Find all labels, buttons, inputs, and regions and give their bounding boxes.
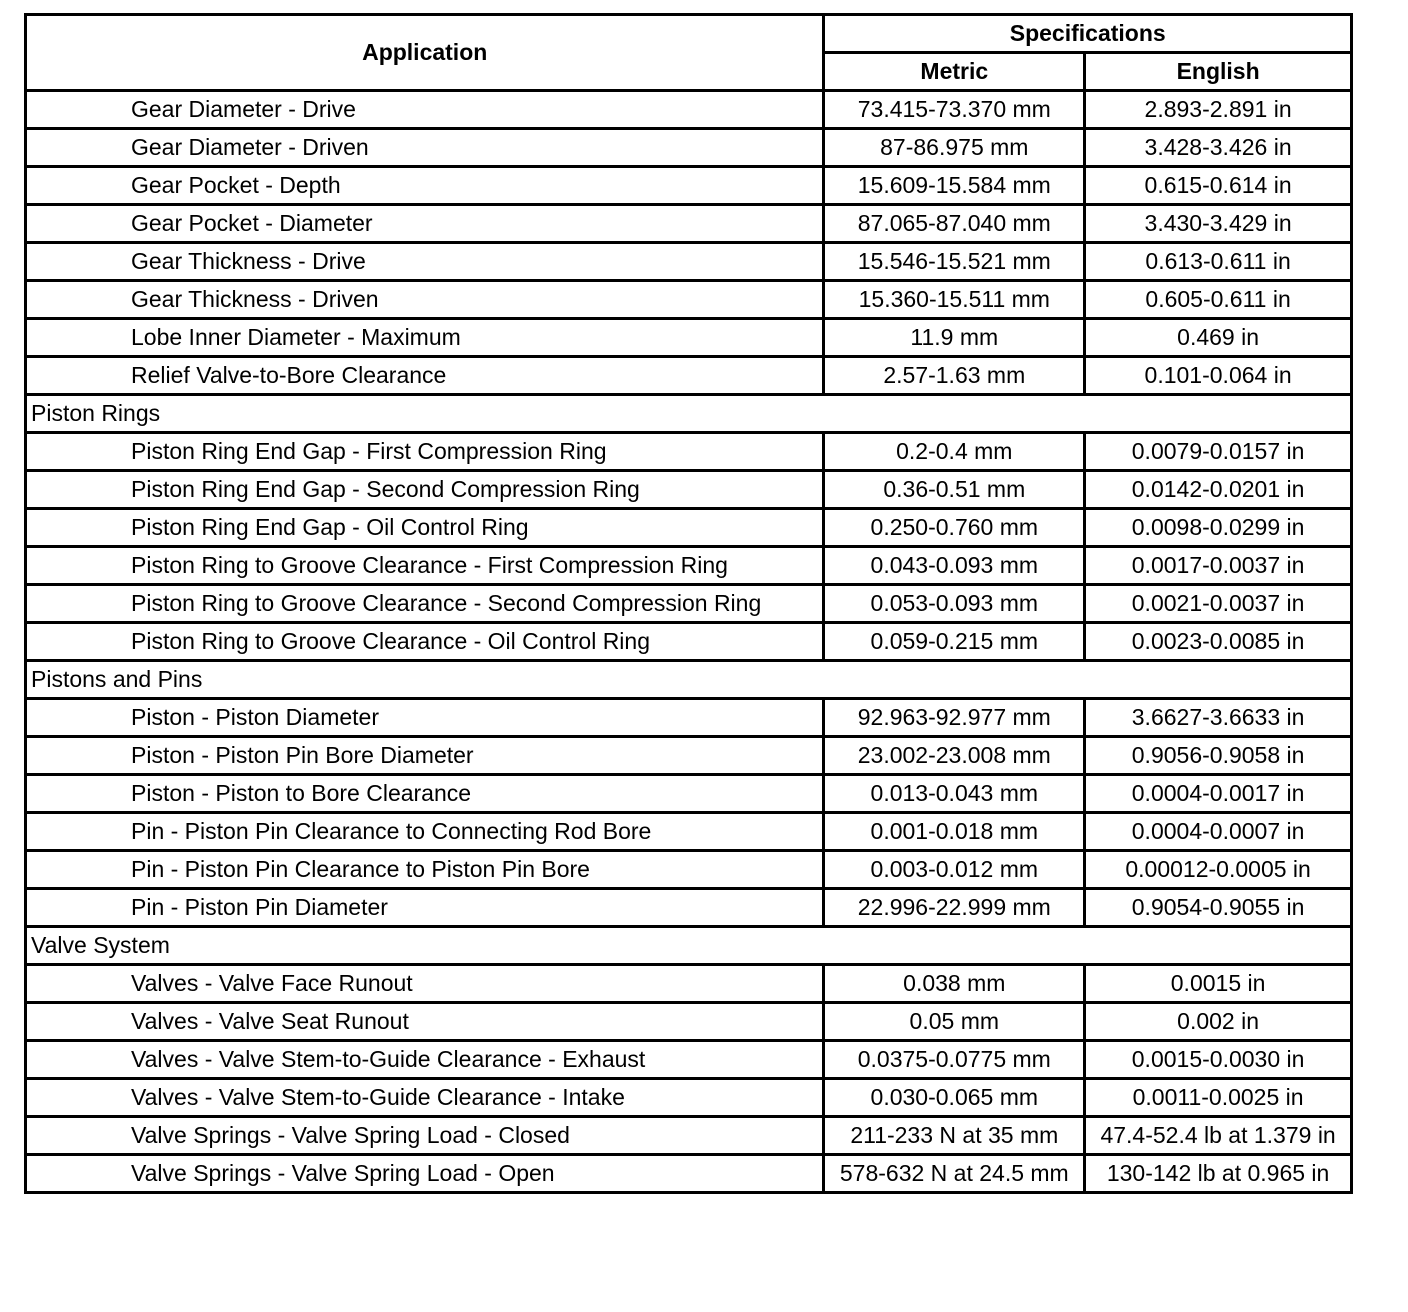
- application-cell: Piston Ring to Groove Clearance - Oil Control Ring: [26, 623, 824, 661]
- section-heading: Pistons and Pins: [26, 661, 1352, 699]
- metric-cell: 0.030-0.065 mm: [824, 1079, 1085, 1117]
- english-cell: 0.0023-0.0085 in: [1085, 623, 1352, 661]
- application-cell: Piston Ring End Gap - Oil Control Ring: [26, 509, 824, 547]
- application-cell: Gear Pocket - Diameter: [26, 205, 824, 243]
- application-cell: Piston - Piston to Bore Clearance: [26, 775, 824, 813]
- english-cell: 0.9056-0.9058 in: [1085, 737, 1352, 775]
- metric-cell: 0.038 mm: [824, 965, 1085, 1003]
- metric-cell: 0.059-0.215 mm: [824, 623, 1085, 661]
- metric-cell: 15.546-15.521 mm: [824, 243, 1085, 281]
- metric-cell: 0.05 mm: [824, 1003, 1085, 1041]
- application-cell: Pin - Piston Pin Clearance to Connecting Rod Bore: [26, 813, 824, 851]
- table-row: [26, 965, 1352, 1003]
- table-row: [26, 889, 1352, 927]
- metric-cell: 2.57-1.63 mm: [824, 357, 1085, 395]
- table-row: [26, 623, 1352, 661]
- english-cell: 130-142 lb at 0.965 in: [1085, 1155, 1352, 1193]
- table-row: [26, 1003, 1352, 1041]
- metric-cell: 0.250-0.760 mm: [824, 509, 1085, 547]
- metric-cell: 0.053-0.093 mm: [824, 585, 1085, 623]
- table-header: [26, 15, 1352, 91]
- table-row: [26, 129, 1352, 167]
- metric-cell: 0.2-0.4 mm: [824, 433, 1085, 471]
- table-row: [26, 471, 1352, 509]
- table-row: [26, 547, 1352, 585]
- section-row: [26, 395, 1352, 433]
- application-cell: Gear Thickness - Drive: [26, 243, 824, 281]
- english-cell: 0.469 in: [1085, 319, 1352, 357]
- english-cell: 0.0079-0.0157 in: [1085, 433, 1352, 471]
- application-cell: Gear Diameter - Driven: [26, 129, 824, 167]
- table-row: [26, 737, 1352, 775]
- application-cell: Valves - Valve Stem-to-Guide Clearance - Exhaust: [26, 1041, 824, 1079]
- table-row: [26, 357, 1352, 395]
- english-cell: 0.0142-0.0201 in: [1085, 471, 1352, 509]
- english-cell: 0.002 in: [1085, 1003, 1352, 1041]
- application-cell: Lobe Inner Diameter - Maximum: [26, 319, 824, 357]
- table-row: [26, 775, 1352, 813]
- table-row: [26, 585, 1352, 623]
- english-cell: 3.6627-3.6633 in: [1085, 699, 1352, 737]
- table-row: [26, 91, 1352, 129]
- application-cell: Piston Ring End Gap - Second Compression Ring: [26, 471, 824, 509]
- application-cell: Valve Springs - Valve Spring Load - Open: [26, 1155, 824, 1193]
- english-cell: 0.0015 in: [1085, 965, 1352, 1003]
- table-row: [26, 509, 1352, 547]
- english-cell: 0.00012-0.0005 in: [1085, 851, 1352, 889]
- table-row: [26, 243, 1352, 281]
- metric-cell: 11.9 mm: [824, 319, 1085, 357]
- english-cell: 0.0011-0.0025 in: [1085, 1079, 1352, 1117]
- table-row: [26, 1117, 1352, 1155]
- english-cell: 0.0004-0.0007 in: [1085, 813, 1352, 851]
- metric-cell: 578-632 N at 24.5 mm: [824, 1155, 1085, 1193]
- section-row: [26, 661, 1352, 699]
- table-row: [26, 851, 1352, 889]
- table-row: [26, 1041, 1352, 1079]
- table-row: [26, 167, 1352, 205]
- application-cell: Pin - Piston Pin Diameter: [26, 889, 824, 927]
- english-cell: 0.0015-0.0030 in: [1085, 1041, 1352, 1079]
- english-cell: 0.605-0.611 in: [1085, 281, 1352, 319]
- section-heading: Piston Rings: [26, 395, 1352, 433]
- english-cell: 0.613-0.611 in: [1085, 243, 1352, 281]
- english-cell: 0.615-0.614 in: [1085, 167, 1352, 205]
- table-row: [26, 205, 1352, 243]
- table-row: [26, 319, 1352, 357]
- application-cell: Valves - Valve Face Runout: [26, 965, 824, 1003]
- header-english: English: [1085, 53, 1352, 91]
- application-cell: Piston - Piston Diameter: [26, 699, 824, 737]
- metric-cell: 0.0375-0.0775 mm: [824, 1041, 1085, 1079]
- metric-cell: 0.36-0.51 mm: [824, 471, 1085, 509]
- application-cell: Gear Pocket - Depth: [26, 167, 824, 205]
- english-cell: 3.430-3.429 in: [1085, 205, 1352, 243]
- english-cell: 0.0004-0.0017 in: [1085, 775, 1352, 813]
- english-cell: 0.0021-0.0037 in: [1085, 585, 1352, 623]
- english-cell: 0.0098-0.0299 in: [1085, 509, 1352, 547]
- application-cell: Piston Ring to Groove Clearance - First Compression Ring: [26, 547, 824, 585]
- english-cell: 0.101-0.064 in: [1085, 357, 1352, 395]
- metric-cell: 0.013-0.043 mm: [824, 775, 1085, 813]
- metric-cell: 0.043-0.093 mm: [824, 547, 1085, 585]
- metric-cell: 92.963-92.977 mm: [824, 699, 1085, 737]
- specifications-table: [24, 13, 1353, 1194]
- table-row: [26, 281, 1352, 319]
- metric-cell: 23.002-23.008 mm: [824, 737, 1085, 775]
- english-cell: 47.4-52.4 lb at 1.379 in: [1085, 1117, 1352, 1155]
- section-heading: Valve System: [26, 927, 1352, 965]
- header-specifications: Specifications: [824, 15, 1352, 53]
- metric-cell: 87.065-87.040 mm: [824, 205, 1085, 243]
- application-cell: Valve Springs - Valve Spring Load - Closed: [26, 1117, 824, 1155]
- application-cell: Piston - Piston Pin Bore Diameter: [26, 737, 824, 775]
- table-body: [26, 91, 1352, 1193]
- english-cell: 3.428-3.426 in: [1085, 129, 1352, 167]
- application-cell: Piston Ring End Gap - First Compression Ring: [26, 433, 824, 471]
- application-cell: Valves - Valve Seat Runout: [26, 1003, 824, 1041]
- metric-cell: 15.609-15.584 mm: [824, 167, 1085, 205]
- metric-cell: 15.360-15.511 mm: [824, 281, 1085, 319]
- metric-cell: 73.415-73.370 mm: [824, 91, 1085, 129]
- table-row: [26, 699, 1352, 737]
- application-cell: Gear Thickness - Driven: [26, 281, 824, 319]
- table-row: [26, 1155, 1352, 1193]
- english-cell: 0.0017-0.0037 in: [1085, 547, 1352, 585]
- application-cell: Piston Ring to Groove Clearance - Second Compression Ring: [26, 585, 824, 623]
- table-row: [26, 813, 1352, 851]
- metric-cell: 87-86.975 mm: [824, 129, 1085, 167]
- english-cell: 2.893-2.891 in: [1085, 91, 1352, 129]
- metric-cell: 211-233 N at 35 mm: [824, 1117, 1085, 1155]
- header-row-top: [26, 15, 1352, 53]
- section-row: [26, 927, 1352, 965]
- application-cell: Pin - Piston Pin Clearance to Piston Pin Bore: [26, 851, 824, 889]
- metric-cell: 0.003-0.012 mm: [824, 851, 1085, 889]
- application-cell: Valves - Valve Stem-to-Guide Clearance - Intake: [26, 1079, 824, 1117]
- table-row: [26, 1079, 1352, 1117]
- header-metric: Metric: [824, 53, 1085, 91]
- application-cell: Gear Diameter - Drive: [26, 91, 824, 129]
- application-cell: Relief Valve-to-Bore Clearance: [26, 357, 824, 395]
- metric-cell: 22.996-22.999 mm: [824, 889, 1085, 927]
- header-application: Application: [26, 15, 824, 91]
- table-row: [26, 433, 1352, 471]
- metric-cell: 0.001-0.018 mm: [824, 813, 1085, 851]
- english-cell: 0.9054-0.9055 in: [1085, 889, 1352, 927]
